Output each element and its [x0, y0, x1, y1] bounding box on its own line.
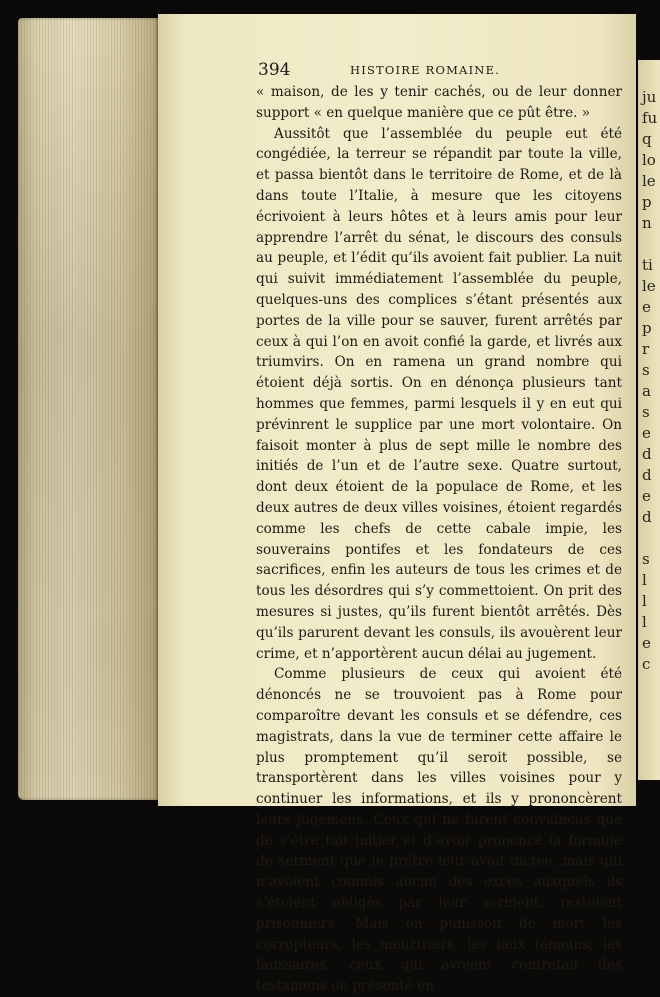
- facing-page-fragment: e: [642, 634, 651, 652]
- facing-page-fragment: le: [642, 172, 656, 190]
- facing-page-fragment: d: [642, 508, 652, 526]
- page-number: 394: [258, 60, 291, 80]
- paragraph: Aussitôt que l’assemblée du peuple eut été congédiée, la terreur se répandit par toute la ville, et passa bientôt dans le territoire de Rome, et de là dans toute l’Italie, à mesure que les citoyens écrivoient à leurs hôtes et à leurs amis pour leur apprendre l’arrêt du sénat, le discours des consuls au peuple, et l’édit qu’ils avoient fait publier. La nuit qui suivit immédiatement l’assemblée du peuple, quelques-uns des complices s’étant présentés aux portes de la ville pour se sauver, furent arrêtés par ceux à qui l’on en avoit confié la garde, et livrés aux triumvirs. On en ramena un grand nombre qui étoient déjà sortis. On en dénonça plusieurs tant hommes que femmes, parmi lesquels il y en eut qui prévinrent le supplice par une mort volontaire. On faisoit monter à plus de sept mille le nombre des initiés de l’un et de l’autre sexe. Quatre surtout, dont deux étoient de la populace de Rome, et les deux autres de deux villes voisines, étoient regardés comme les chefs de cette cabale impie, les souverains pontifes et les fondateurs de ces sacrifices, enfin les auteurs de tous les crimes et de tous les désordres qui s’y commettoient. On prit des mesures si justes, qu’ils furent bientôt arrêtés. Dès qu’ils parurent devant les consuls, ils avouèrent leur crime, et n’apportèrent aucun délai au jugement.: [256, 125, 622, 662]
- running-head: [258, 60, 618, 82]
- facing-page-fragment: fu: [642, 109, 658, 127]
- facing-page-fragment: d: [642, 466, 652, 484]
- facing-page-fragment: ju: [642, 88, 657, 106]
- facing-page-fragment: s: [642, 361, 650, 379]
- facing-page-fragment: l: [642, 592, 647, 610]
- facing-page-fragment: s: [642, 403, 650, 421]
- facing-page-fragment: le: [642, 277, 656, 295]
- facing-page-fragment: e: [642, 487, 651, 505]
- facing-page-fragment: s: [642, 550, 650, 568]
- facing-page-fragment: p: [642, 319, 652, 337]
- facing-page-fragment: p: [642, 193, 652, 211]
- facing-page-edge: [638, 60, 660, 780]
- paragraph: « maison, de les y tenir cachés, ou de leur donner support « en quelque manière que ce pût être. »: [256, 84, 622, 121]
- facing-page-fragment: l: [642, 571, 647, 589]
- facing-page-fragment: e: [642, 298, 651, 316]
- facing-page-fragment: lo: [642, 151, 656, 169]
- facing-page-fragment: a: [642, 382, 651, 400]
- facing-page-fragment: c: [642, 655, 651, 673]
- facing-page-fragment: q: [642, 130, 652, 148]
- paragraph: Comme plusieurs de ceux qui avoient été dénoncés ne se trouvoient pas à Rome pour comparoître devant les consuls et se défendre, ces magistrats, dans la vue de terminer cette affaire le plus promptement qu’il seroit possible, se transportèrent dans les villes voisines pour y continuer les informations, et ils y prononcèrent leurs jugemens. Ceux qui ne furent convaincus que de s’être fait initier et d’avoir prononcé la formule de serment que le prêtre leur avoit dictée, mais qui n’avoient commis aucun des excès auxquels ils s’étoient obligés par leur serment, restoient prisonniers. Mais on punissoit de mort les corrupteurs, les meurtriers, les faux témoins, les faussaires, ceux qui avoient contrefait des testamens ou présenté en: [256, 666, 622, 995]
- facing-page-fragment: l: [642, 613, 647, 631]
- facing-page-fragment: n: [642, 214, 652, 232]
- body-text: [256, 82, 622, 997]
- facing-page-fragment: d: [642, 445, 652, 463]
- facing-page-fragment: ti: [642, 256, 653, 274]
- running-title: HISTOIRE ROMAINE.: [350, 63, 501, 77]
- book-page-edges: [18, 18, 160, 800]
- facing-page-fragment: e: [642, 424, 651, 442]
- facing-page-fragment: r: [642, 340, 650, 358]
